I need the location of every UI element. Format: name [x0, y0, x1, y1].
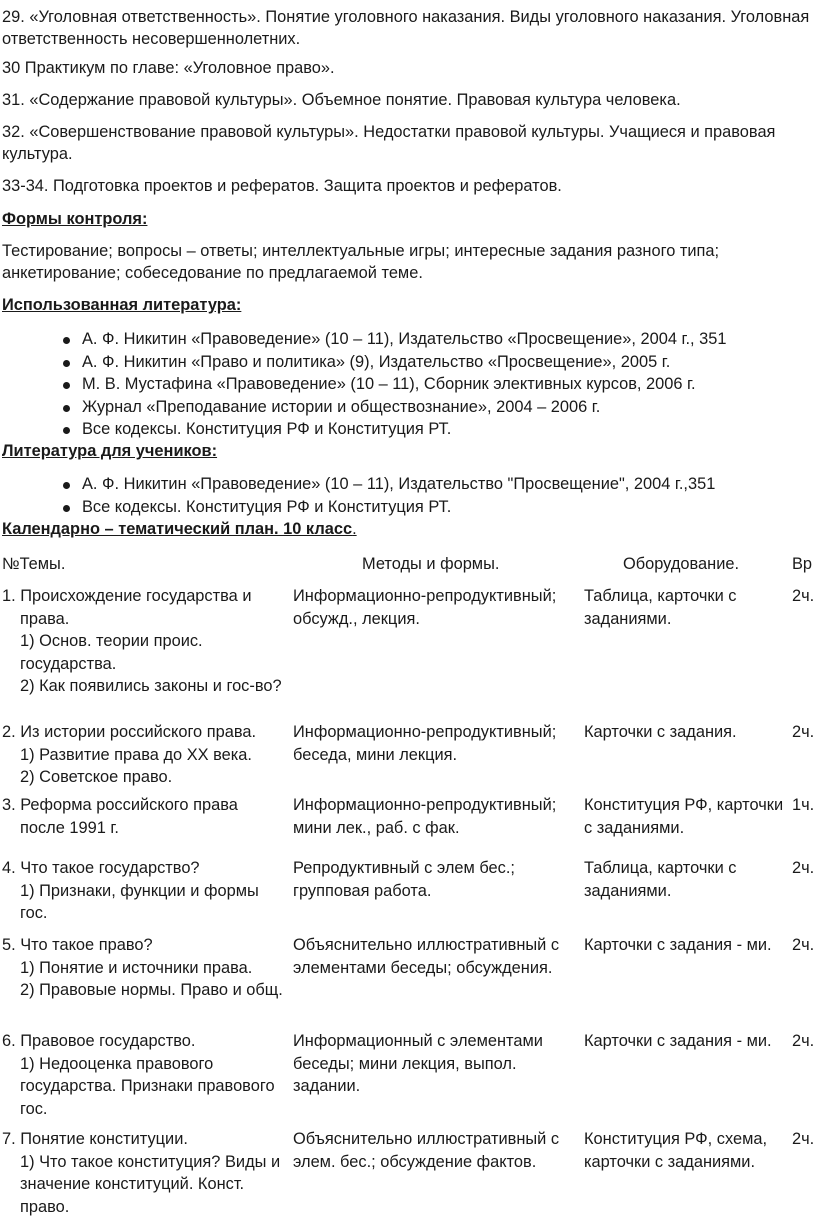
topic-title: 3. Реформа российского права после 1991 г. [2, 796, 238, 837]
topic-cell [2, 934, 284, 1002]
topic-cell [2, 721, 284, 789]
student-literature-list [0, 473, 816, 518]
list-item: А. Ф. Никитин «Правоведение» (10 – 11), Издательство «Просвещение», 2004 г., 351 [0, 328, 816, 351]
topic-subitem: 1) Развитие права до XX века. [20, 745, 252, 764]
methods-cell: Информационный с элементами беседы; мини лекция, выпол. задании. [293, 1032, 543, 1095]
methods-cell: Информационно-репродуктивный; мини лек., раб. с фак. [293, 796, 557, 837]
time-cell: 2ч. [792, 936, 815, 954]
topic-title: 4. Что такое государство? [2, 859, 200, 877]
topic-title: 6. Правовое государство. [2, 1032, 196, 1050]
bullet-icon [63, 427, 70, 434]
equipment-cell: Конституция РФ, карточки с заданиями. [584, 796, 784, 837]
topic-subitem: 1) Понятие и источники права. [20, 958, 253, 977]
list-item: А. Ф. Никитин «Правоведение» (10 – 11), Издательство "Просвещение", 2004 г.,351 [0, 473, 816, 496]
bullet-icon [63, 482, 70, 489]
header-time: Вр [792, 555, 813, 573]
topic-cell [2, 857, 284, 925]
methods-cell: Объяснительно иллюстративный с элем. бес.; обсуждение фактов. [293, 1130, 560, 1171]
bullet-icon [63, 505, 70, 512]
equipment-cell: Карточки с задания - ми. [584, 1032, 772, 1050]
methods-cell: Информационно-репродуктивный; беседа, мини лекция. [293, 723, 557, 764]
topic-cell [2, 1030, 284, 1120]
time-cell: 2ч. [792, 1130, 815, 1148]
topic-subitem: 2) Правовые нормы. Право и общ. [20, 981, 283, 999]
paragraph-29: 29. «Уголовная ответственность». Понятие уголовного наказания. Виды уголовного наказания. Уголовная ответственность несовершеннолетних. [2, 8, 810, 48]
student-literature-heading: Литература для учеников: [2, 442, 218, 460]
list-item: М. В. Мустафина «Правоведение» (10 – 11), Сборник элективных курсов, 2006 г. [0, 373, 816, 396]
topic-subitem: 1) Признаки, функции и формы гос. [20, 881, 259, 922]
topic-cell [2, 585, 284, 698]
equipment-cell: Карточки с задания. [584, 723, 737, 741]
equipment-cell: Конституция РФ, схема, карточки с заданиями. [584, 1130, 768, 1171]
topic-subitem: 1) Недооценка правового государства. Признаки правового гос. [20, 1054, 275, 1118]
bullet-icon [63, 405, 70, 412]
paragraph-33-34: 33-34. Подготовка проектов и рефератов. Защита проектов и рефератов. [2, 177, 562, 195]
plan-table [0, 545, 816, 1216]
topic-cell [2, 1128, 284, 1218]
control-forms-heading: Формы контроля: [2, 210, 148, 228]
equipment-cell: Карточки с задания - ми. [584, 936, 772, 954]
topic-cell [2, 794, 284, 839]
time-cell: 2ч. [792, 587, 815, 605]
plan-heading: Календарно – тематический план. 10 класс. [2, 520, 357, 538]
topic-subitem: 1) Что такое конституция? Виды и значение конституций. Конст. право. [20, 1152, 281, 1216]
topic-title: 2. Из истории российского права. [2, 723, 257, 741]
paragraph-31: 31. «Содержание правовой культуры». Объемное понятие. Правовая культура человека. [2, 91, 681, 109]
methods-cell: Объяснительно иллюстративный с элементами беседы; обсуждения. [293, 936, 560, 977]
paragraph-30: 30 Практикум по главе: «Уголовное право». [2, 59, 335, 77]
bullet-icon [63, 382, 70, 389]
bullet-icon [63, 360, 70, 367]
list-item: Журнал «Преподавание истории и обществознание», 2004 – 2006 г. [0, 396, 816, 419]
time-cell: 2ч. [792, 859, 815, 877]
time-cell: 2ч. [792, 1032, 815, 1050]
topic-title: 1. Происхождение государства и права. [2, 587, 252, 628]
time-cell: 1ч. [792, 796, 815, 814]
topic-title: 7. Понятие конституции. [2, 1130, 188, 1148]
equipment-cell: Таблица, карточки с заданиями. [584, 587, 737, 628]
topic-subitem: 2) Как появились законы и гос-во? [20, 677, 282, 695]
header-topic: №Темы. [2, 555, 66, 573]
bullet-icon [63, 337, 70, 344]
methods-cell: Информационно-репродуктивный; обсужд., лекция. [293, 587, 557, 628]
topic-title: 5. Что такое право? [2, 936, 153, 954]
time-cell: 2ч. [792, 723, 815, 741]
literature-list [0, 328, 816, 441]
list-item: Все кодексы. Конституция РФ и Конституция РТ. [0, 418, 816, 441]
literature-heading: Использованная литература: [2, 296, 242, 314]
table-header [0, 545, 816, 585]
header-methods: Методы и формы. [362, 555, 500, 573]
methods-cell: Репродуктивный с элем бес.; групповая работа. [293, 859, 515, 900]
list-item: А. Ф. Никитин «Право и политика» (9), Издательство «Просвещение», 2005 г. [0, 351, 816, 374]
topic-subitem: 2) Советское право. [20, 768, 173, 786]
topic-subitem: 1) Основ. теории проис. государства. [20, 632, 203, 673]
equipment-cell: Таблица, карточки с заданиями. [584, 859, 737, 900]
paragraph-32: 32. «Совершенствование правовой культуры». Недостатки правовой культуры. Учащиеся и правовая культура. [2, 123, 776, 163]
list-item: Все кодексы. Конституция РФ и Конституция РТ. [0, 496, 816, 519]
control-forms-text: Тестирование; вопросы – ответы; интеллектуальные игры; интересные задания разного типа; анкетирование; собеседование по предлагаемой теме. [2, 242, 720, 282]
header-equipment: Оборудование. [623, 555, 740, 573]
